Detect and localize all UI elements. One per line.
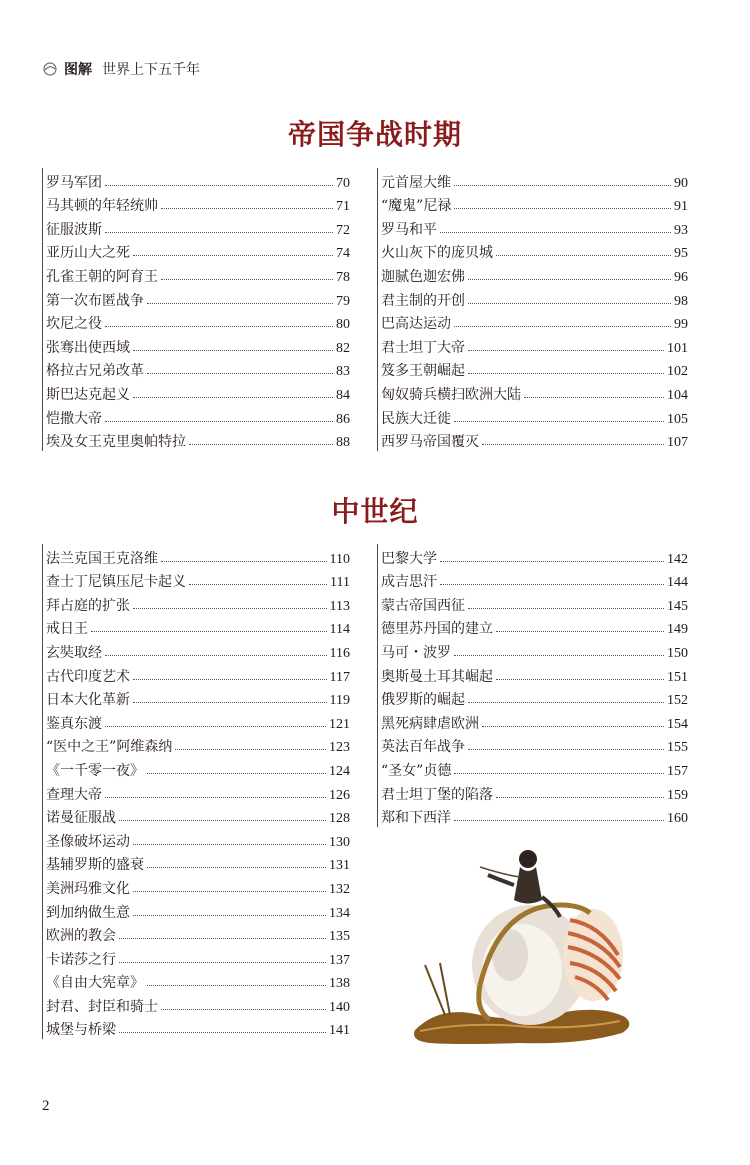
toc-entry	[378, 709, 688, 733]
toc-leader-dots	[454, 655, 664, 656]
running-header	[42, 58, 200, 80]
toc-entry-title: 迦腻色迦宏佛	[381, 268, 465, 285]
toc-entry-page: 74	[336, 246, 350, 262]
toc-leader-dots	[482, 444, 664, 445]
toc-entry-title: 圣像破坏运动	[46, 833, 130, 850]
toc-entry-title: 成吉思汗	[381, 574, 437, 591]
toc-entry-page: 160	[667, 811, 688, 827]
toc-entry-page: 132	[329, 881, 350, 897]
toc-entry-page: 145	[667, 598, 688, 614]
toc-entry	[43, 992, 350, 1016]
toc-entry-title: 美洲玛雅文化	[46, 880, 130, 897]
toc-entry-page: 101	[667, 340, 688, 356]
toc-leader-dots	[468, 702, 664, 703]
toc-leader-dots	[119, 938, 326, 939]
toc-entry-title: 斯巴达克起义	[46, 386, 130, 403]
toc-entry-title: 郑和下西洋	[381, 810, 451, 827]
toc-leader-dots	[189, 584, 327, 585]
toc-entry-page: 137	[329, 952, 350, 968]
toc-leader-dots	[161, 561, 327, 562]
toc-entry-page: 80	[336, 317, 350, 333]
toc-entry-title: 到加纳做生意	[46, 904, 130, 921]
toc-entry-title: 查士丁尼镇压尼卡起义	[46, 574, 186, 591]
toc-entry	[43, 262, 350, 286]
toc-leader-dots	[133, 702, 327, 703]
toc-leader-dots	[105, 726, 326, 727]
toc-entry-page: 82	[336, 340, 350, 356]
toc-entry	[378, 780, 688, 804]
toc-entry	[43, 215, 350, 239]
toc-entry	[378, 333, 688, 357]
toc-entry-title: 民族大迁徙	[381, 410, 451, 427]
toc-entry	[43, 851, 350, 875]
toc-entry-title: 黑死病肆虐欧洲	[381, 715, 479, 732]
toc-entry-page: 149	[667, 622, 688, 638]
toc-entry-title: 日本大化革新	[46, 692, 130, 709]
toc-entry-page: 114	[329, 622, 350, 638]
toc-entry-title: 巴高达运动	[381, 316, 451, 333]
toc-entry-page: 104	[667, 387, 688, 403]
toc-entry	[43, 168, 350, 192]
toc-entry	[378, 168, 688, 192]
toc-entry-page: 134	[329, 905, 350, 921]
toc-entry	[43, 945, 350, 969]
toc-entry-title: 元首屋大维	[381, 174, 451, 191]
toc-entry-title: 笈多王朝崛起	[381, 363, 465, 380]
toc-entry-title: 罗马和平	[381, 221, 437, 238]
toc-entry	[378, 192, 688, 216]
toc-leader-dots	[161, 279, 333, 280]
toc-leader-dots	[105, 326, 333, 327]
toc-leader-dots	[161, 208, 333, 209]
toc-leader-dots	[496, 255, 671, 256]
toc-entry-page: 113	[329, 598, 350, 614]
toc-entry-title: “医中之王”阿维森纳	[46, 739, 173, 756]
toc-leader-dots	[119, 1032, 326, 1033]
toc-entry	[43, 686, 350, 710]
toc-entry-title: 亚历山大之死	[46, 245, 130, 262]
toc-entry-page: 144	[667, 575, 688, 591]
toc-leader-dots	[440, 232, 671, 233]
toc-leader-dots	[454, 820, 664, 821]
toc-entry-page: 91	[674, 199, 688, 215]
toc-entry-title: 火山灰下的庞贝城	[381, 245, 493, 262]
toc-column-right	[377, 544, 688, 827]
toc-entry-page: 138	[329, 976, 350, 992]
toc-entry-page: 128	[329, 811, 350, 827]
toc-leader-dots	[147, 373, 333, 374]
toc-entry-title: 征服波斯	[46, 221, 102, 238]
toc-entry-title: “魔鬼”尼禄	[381, 198, 452, 215]
toc-entry	[43, 615, 350, 639]
toc-entry-page: 150	[667, 645, 688, 661]
toc-entry-title: 埃及女王克里奥帕特拉	[46, 434, 186, 451]
toc-leader-dots	[468, 350, 664, 351]
toc-leader-dots	[468, 279, 671, 280]
toc-entry-title: 君主制的开创	[381, 292, 465, 309]
toc-leader-dots	[147, 773, 326, 774]
toc-entry-page: 78	[336, 269, 350, 285]
toc-leader-dots	[454, 326, 671, 327]
toc-entry-page: 79	[336, 293, 350, 309]
toc-entry-page: 83	[336, 364, 350, 380]
toc-leader-dots	[175, 749, 326, 750]
toc-entry-title: 奥斯曼土耳其崛起	[381, 668, 493, 685]
toc-entry-title: 罗马军团	[46, 174, 102, 191]
toc-entry-title: 匈奴骑兵横扫欧洲大陆	[381, 386, 521, 403]
toc-entry	[378, 310, 688, 334]
toc-entry-page: 90	[674, 175, 688, 191]
toc-entry-title: 拜占庭的扩张	[46, 597, 130, 614]
toc-entry-title: 孔雀王朝的阿育王	[46, 268, 158, 285]
toc-entry	[378, 544, 688, 568]
toc-entry-page: 131	[329, 858, 350, 874]
toc-leader-dots	[105, 797, 326, 798]
toc-leader-dots	[133, 891, 326, 892]
toc-entry	[43, 969, 350, 993]
toc-entry-page: 141	[329, 1023, 350, 1039]
toc-leader-dots	[119, 962, 326, 963]
toc-entry	[43, 874, 350, 898]
toc-entry-title: 蒙古帝国西征	[381, 597, 465, 614]
toc-entry-page: 159	[667, 787, 688, 803]
toc-entry	[43, 568, 350, 592]
toc-leader-dots	[133, 915, 326, 916]
toc-entry-page: 135	[329, 929, 350, 945]
toc-entry-title: 马可・波罗	[381, 644, 451, 661]
toc-entry-title: 古代印度艺术	[46, 668, 130, 685]
toc-entry-page: 140	[329, 999, 350, 1015]
toc-entry-title: 封君、封臣和骑士	[46, 998, 158, 1015]
series-label: 图解	[64, 62, 92, 78]
toc-entry-page: 98	[674, 293, 688, 309]
toc-entry	[43, 709, 350, 733]
toc-entry-page: 95	[674, 246, 688, 262]
toc-leader-dots	[105, 421, 333, 422]
toc-leader-dots	[133, 844, 326, 845]
toc-entry	[43, 380, 350, 404]
toc-entry	[43, 239, 350, 263]
toc-leader-dots	[133, 679, 327, 680]
toc-entry	[43, 756, 350, 780]
toc-entry	[43, 922, 350, 946]
toc-leader-dots	[496, 631, 664, 632]
toc-leader-dots	[161, 1009, 326, 1010]
page-number: 2	[42, 1098, 50, 1114]
toc-entry-page: 110	[329, 551, 350, 567]
toc-entry-title: 鉴真东渡	[46, 715, 102, 732]
toc-leader-dots	[133, 350, 333, 351]
toc-entry-title: 戒日王	[46, 621, 88, 638]
toc-leader-dots	[147, 303, 333, 304]
toc-entry-title: 君士坦丁大帝	[381, 339, 465, 356]
toc-entry	[43, 662, 350, 686]
toc-entry	[378, 262, 688, 286]
toc-entry-page: 142	[667, 551, 688, 567]
toc-leader-dots	[524, 397, 664, 398]
toc-leader-dots	[468, 303, 671, 304]
toc-entry-title: 坎尼之役	[46, 316, 102, 333]
toc-entry	[378, 568, 688, 592]
toc-entry-title: 张骞出使西域	[46, 339, 130, 356]
toc-entry	[43, 544, 350, 568]
toc-entry-page: 99	[674, 317, 688, 333]
toc-entry	[378, 215, 688, 239]
toc-entry	[43, 804, 350, 828]
toc-entry	[43, 428, 350, 452]
toc-entry-title: 玄奘取经	[46, 644, 102, 661]
toc-leader-dots	[105, 232, 333, 233]
toc-entry	[43, 286, 350, 310]
toc-entry-title: 德里苏丹国的建立	[381, 621, 493, 638]
toc-leader-dots	[133, 608, 327, 609]
toc-entry	[378, 804, 688, 828]
toc-entry-title: 法兰克国王克洛维	[46, 550, 158, 567]
toc-entry-title: 基辅罗斯的盛衰	[46, 857, 144, 874]
toc-entry-page: 154	[667, 716, 688, 732]
toc-entry	[43, 1016, 350, 1040]
toc-entry-title: 君士坦丁堡的陷落	[381, 786, 493, 803]
toc-leader-dots	[105, 655, 327, 656]
toc-entry-title: 西罗马帝国覆灭	[381, 434, 479, 451]
toc-entry-title: 《自由大宪章》	[46, 975, 144, 992]
toc-entry-page: 152	[667, 693, 688, 709]
toc-entry	[378, 756, 688, 780]
toc-entry	[378, 638, 688, 662]
toc-entry-title: 诺曼征服战	[46, 810, 116, 827]
toc-leader-dots	[454, 185, 671, 186]
toc-entry-page: 96	[674, 269, 688, 285]
toc-leader-dots	[133, 255, 333, 256]
toc-entry	[378, 286, 688, 310]
toc-entry-title: 恺撒大帝	[46, 410, 102, 427]
toc-entry-title: 马其顿的年轻统帅	[46, 198, 158, 215]
toc-entry-page: 93	[674, 222, 688, 238]
toc-leader-dots	[189, 444, 333, 445]
toc-entry	[378, 380, 688, 404]
toc-entry-title: 俄罗斯的崛起	[381, 692, 465, 709]
toc-entry	[43, 192, 350, 216]
toc-column-left	[42, 544, 350, 1039]
toc-entry-page: 105	[667, 411, 688, 427]
toc-leader-dots	[496, 679, 664, 680]
toc-leader-dots	[119, 820, 326, 821]
toc-entry-page: 102	[667, 364, 688, 380]
toc-leader-dots	[468, 749, 664, 750]
toc-entry	[378, 357, 688, 381]
toc-entry	[43, 404, 350, 428]
toc-entry	[43, 310, 350, 334]
toc-entry	[378, 733, 688, 757]
toc-entry-title: “圣女”贞德	[381, 762, 452, 779]
toc-leader-dots	[454, 773, 664, 774]
toc-entry-title: 欧洲的教会	[46, 928, 116, 945]
toc-entry-page: 119	[329, 693, 350, 709]
toc-entry-page: 84	[336, 387, 350, 403]
toc-leader-dots	[133, 397, 333, 398]
toc-entry-title: 《一千零一夜》	[46, 762, 144, 779]
toc-entry-title: 巴黎大学	[381, 550, 437, 567]
toc-entry-title: 第一次布匿战争	[46, 292, 144, 309]
toc-leader-dots	[91, 631, 327, 632]
toc-column-left	[42, 168, 350, 451]
toc-entry-page: 111	[330, 575, 350, 591]
toc-entry	[378, 239, 688, 263]
toc-leader-dots	[440, 561, 664, 562]
toc-leader-dots	[468, 608, 664, 609]
section-title-empire-wars: 帝国争战时期	[287, 118, 462, 151]
toc-entry-page: 117	[329, 669, 350, 685]
toc-entry-page: 121	[329, 716, 350, 732]
toc-entry	[43, 780, 350, 804]
toc-entry-page: 123	[329, 740, 350, 756]
toc-entry-page: 88	[336, 435, 350, 451]
toc-leader-dots	[147, 985, 326, 986]
toc-column-right	[377, 168, 688, 451]
book-logo-icon	[42, 61, 58, 77]
toc-entry-title: 英法百年战争	[381, 739, 465, 756]
toc-entry-page: 70	[336, 175, 350, 191]
book-title: 世界上下五千年	[102, 62, 200, 78]
toc-entry	[43, 733, 350, 757]
toc-entry-page: 124	[329, 763, 350, 779]
toc-entry	[378, 686, 688, 710]
toc-entry	[43, 591, 350, 615]
toc-entry-page: 86	[336, 411, 350, 427]
nautilus-snail-artifact-image	[410, 845, 640, 1060]
toc-leader-dots	[454, 421, 664, 422]
toc-entry	[43, 827, 350, 851]
toc-entry	[43, 898, 350, 922]
toc-entry	[378, 615, 688, 639]
toc-entry	[378, 428, 688, 452]
toc-entry	[378, 404, 688, 428]
toc-entry-page: 126	[329, 787, 350, 803]
toc-entry-page: 130	[329, 834, 350, 850]
toc-entry-page: 157	[667, 763, 688, 779]
toc-leader-dots	[496, 797, 664, 798]
toc-entry	[43, 357, 350, 381]
toc-entry	[43, 638, 350, 662]
toc-entry-page: 72	[336, 222, 350, 238]
toc-leader-dots	[440, 584, 664, 585]
toc-entry-title: 卡诺莎之行	[46, 951, 116, 968]
toc-entry	[378, 591, 688, 615]
toc-entry	[378, 662, 688, 686]
toc-leader-dots	[105, 185, 333, 186]
toc-entry-title: 格拉古兄弟改革	[46, 363, 144, 380]
section-title-middle-ages: 中世纪	[331, 495, 419, 528]
toc-entry-title: 城堡与桥梁	[46, 1022, 116, 1039]
toc-leader-dots	[468, 373, 664, 374]
toc-entry-page: 71	[336, 199, 350, 215]
toc-leader-dots	[147, 867, 326, 868]
toc-entry-page: 116	[329, 645, 350, 661]
toc-leader-dots	[454, 208, 671, 209]
toc-leader-dots	[482, 726, 664, 727]
toc-entry-page: 107	[667, 435, 688, 451]
toc-entry	[43, 333, 350, 357]
toc-entry-page: 151	[667, 669, 688, 685]
toc-entry-page: 155	[667, 740, 688, 756]
toc-entry-title: 查理大帝	[46, 786, 102, 803]
